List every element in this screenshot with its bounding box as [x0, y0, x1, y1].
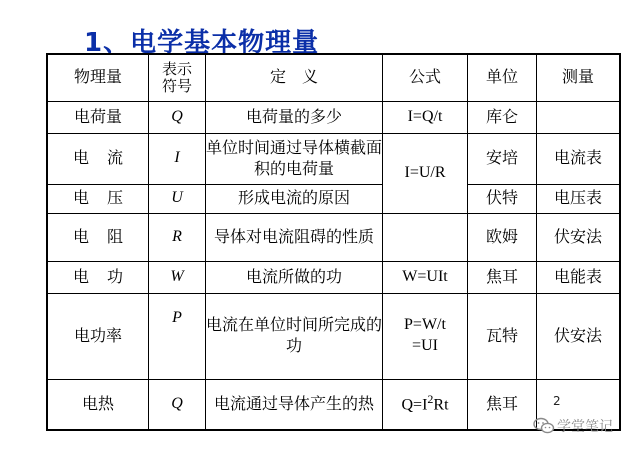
- unit-cell: 安培: [468, 133, 537, 184]
- measurement-cell: [537, 101, 621, 133]
- symbol-cell: P: [149, 293, 206, 379]
- header-measurement: 测量: [537, 54, 621, 101]
- measurement-cell: 电流表: [537, 133, 621, 184]
- quantity-cell: [47, 261, 149, 293]
- symbol-cell: Q: [149, 101, 206, 133]
- quantity-text: 电压: [72, 188, 141, 208]
- header-symbol-line2: 符号: [161, 76, 192, 95]
- formula-prefix: Q=I: [401, 396, 428, 414]
- unit-cell: 焦耳: [468, 261, 537, 293]
- symbol-cell: Q: [149, 379, 206, 430]
- unit-cell: 伏特: [468, 184, 537, 213]
- table-row: [47, 261, 620, 293]
- table-row: [47, 133, 620, 184]
- watermark: [533, 416, 613, 436]
- unit-cell: 库仑: [468, 101, 537, 133]
- definition-cell: 电流在单位时间所完成的功: [206, 293, 383, 379]
- header-symbol: [149, 54, 206, 101]
- header-symbol-line1: 表示: [161, 59, 192, 78]
- slide-title: 1、电学基本物理量: [84, 28, 320, 58]
- formula-cell: [383, 213, 468, 261]
- table-row: [47, 184, 620, 213]
- symbol-cell: W: [149, 261, 206, 293]
- header-formula: 公式: [383, 54, 468, 101]
- quantity-cell: [47, 133, 149, 184]
- table-row: [47, 293, 620, 379]
- header-definition: 定 义: [206, 54, 383, 101]
- measurement-cell: 伏安法: [537, 213, 621, 261]
- quantity-text: 电阻: [72, 226, 141, 246]
- symbol-cell: U: [149, 184, 206, 213]
- definition-cell: 电流通过导体产生的热: [206, 379, 383, 430]
- measurement-cell: 电压表: [537, 184, 621, 213]
- formula-cell: I=Q/t: [383, 101, 468, 133]
- definition-cell: 导体对电流阻碍的性质: [206, 213, 383, 261]
- symbol-cell: I: [149, 133, 206, 184]
- quantity-cell: [47, 184, 149, 213]
- unit-cell: 欧姆: [468, 213, 537, 261]
- formula-cell: [383, 293, 468, 379]
- definition-cell: 电流所做的功: [206, 261, 383, 293]
- formula-cell-ohm: I=U/R: [383, 133, 468, 213]
- table-row: [47, 101, 620, 133]
- unit-cell: 焦耳: [468, 379, 537, 430]
- unit-cell: 瓦特: [468, 293, 537, 379]
- definition-cell: 电荷量的多少: [206, 101, 383, 133]
- formula-line2: =UI: [412, 337, 438, 354]
- definition-cell: 形成电流的原因: [206, 184, 383, 213]
- page-number: 2: [553, 394, 561, 408]
- watermark-text: 学堂笔记: [557, 419, 613, 435]
- symbol-cell: R: [149, 213, 206, 261]
- formula-suffix: Rt: [433, 396, 449, 414]
- table-header-row: [47, 54, 620, 101]
- formula-cell: W=UIt: [383, 261, 468, 293]
- formula-cell: [383, 379, 468, 430]
- formula-superscript: 2: [427, 392, 434, 407]
- quantity-text: 电流: [72, 148, 141, 168]
- measurement-cell: 伏安法: [537, 293, 621, 379]
- header-unit: 单位: [468, 54, 537, 101]
- wechat-logo-icon: [533, 417, 555, 435]
- header-quantity: 物理量: [47, 54, 149, 101]
- measurement-cell: 电能表: [537, 261, 621, 293]
- quantity-cell: 电功率: [47, 293, 149, 379]
- quantity-cell: 电荷量: [47, 101, 149, 133]
- quantity-cell: 电热: [47, 379, 149, 430]
- definition-cell: 单位时间通过导体横截面积的电荷量: [206, 133, 383, 184]
- quantity-text: 电功: [72, 266, 141, 286]
- physics-quantities-table: [46, 53, 621, 431]
- quantity-cell: [47, 213, 149, 261]
- formula-line1: P=W/t: [404, 316, 446, 334]
- table-row: [47, 213, 620, 261]
